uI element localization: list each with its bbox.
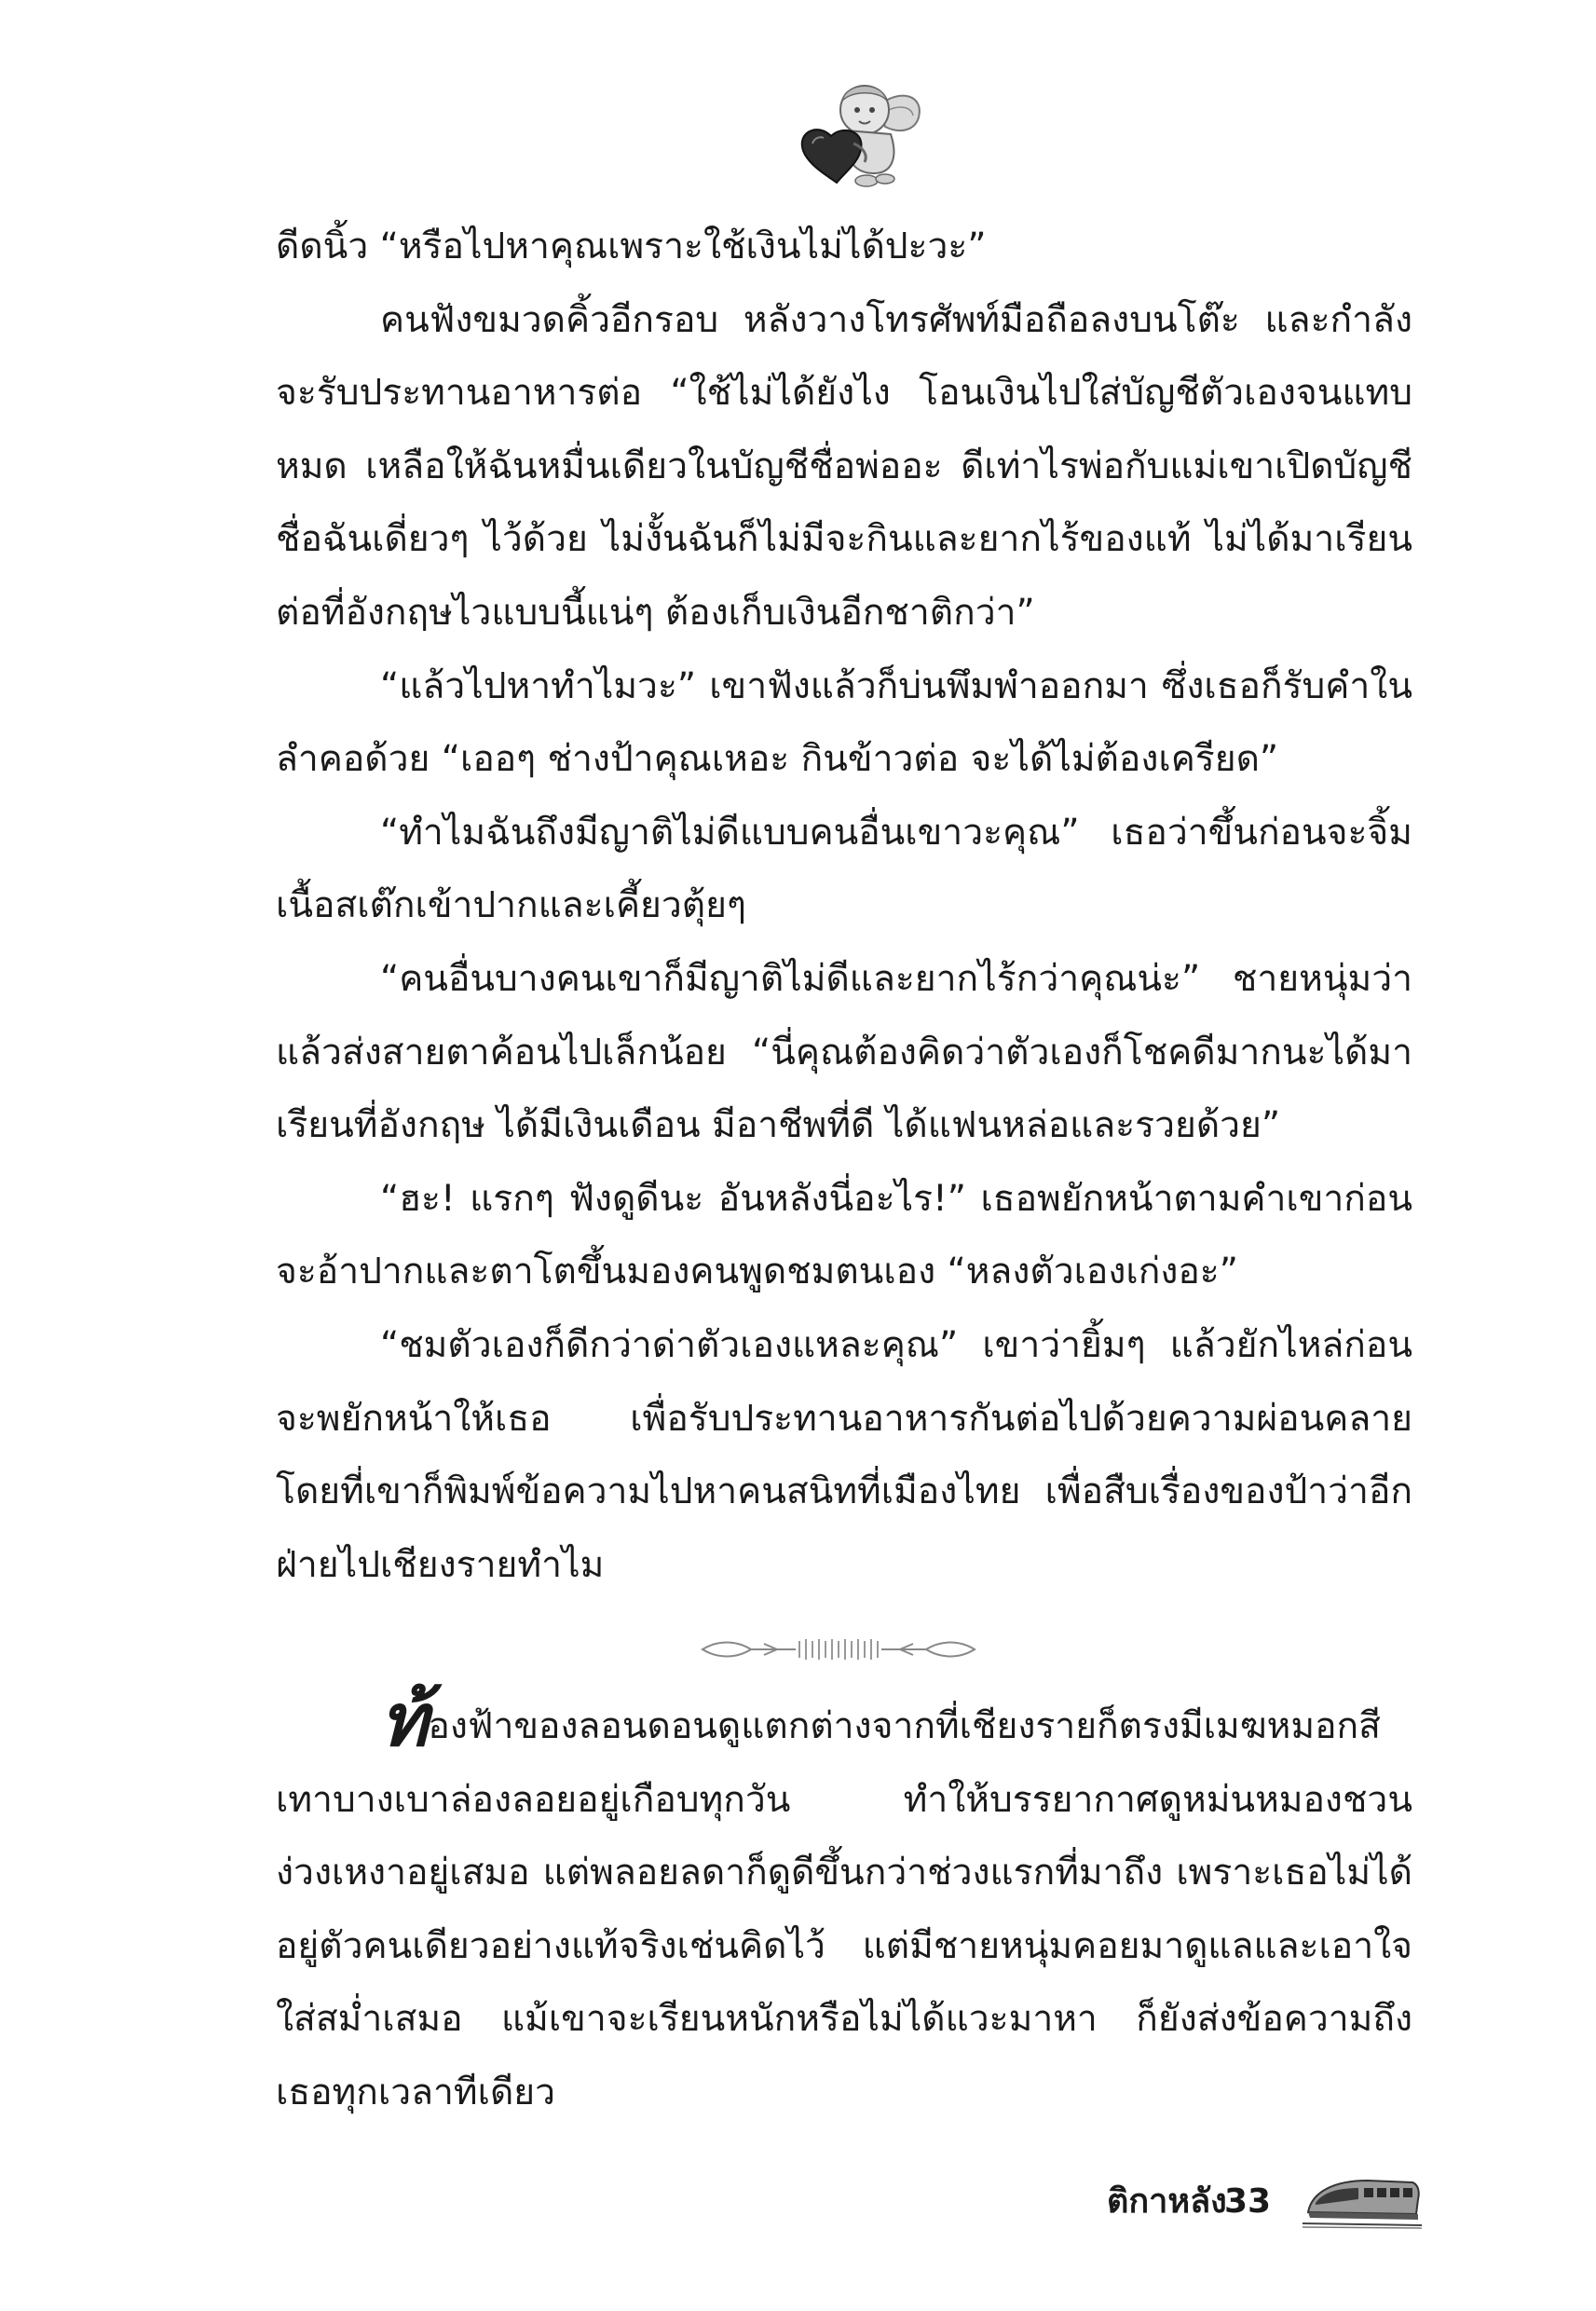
drop-cap: ท้ — [380, 1678, 429, 1763]
section-text-block — [276, 1678, 1412, 2130]
paragraph: “คนอื่นบางคนเขาก็มีญาติไม่ดีและยากไร้กว่าคุณน่ะ” ชายหนุ่มว่าแล้วส่งสายตาค้อนไปเล็กน้อย “นี่คุณต้องคิดว่าตัวเองก็โชคดีมากนะได้มาเรียนที่อังกฤษ ได้มีเงินเดือน มีอาชีพที่ดี ได้แฟนหล่อและรวยด้วย” — [276, 957, 1412, 1147]
scroll-divider-icon — [699, 1633, 978, 1666]
paragraph: ดีดนิ้ว “หรือไปหาคุณเพราะใช้เงินไม่ได้ปะวะ” — [276, 226, 987, 267]
running-footer-title: ติกาหลัง — [1107, 2182, 1227, 2221]
paragraph: “ทำไมฉันถึงมีญาติไม่ดีแบบคนอื่นเขาวะคุณ” เธอว่าขึ้นก่อนจะจิ้มเนื้อสเต๊กเข้าปากและเคี้ยวตุ้ยๆ — [276, 811, 1412, 927]
main-text-block — [276, 211, 1412, 1602]
train-icon — [1303, 2171, 1422, 2229]
paragraph: “ฮะ! แรกๆ ฟังดูดีนะ อันหลังนี่อะไร!” เธอพยักหน้าตามคำเขาก่อนจะอ้าปากและตาโตขึ้นมองคนพูดชมตนเอง “หลงตัวเองเก่งอะ” — [276, 1177, 1412, 1293]
paragraph: “ชมตัวเองก็ดีกว่าด่าตัวเองแหละคุณ” เขาว่ายิ้มๆ แล้วยักไหล่ก่อนจะพยักหน้าให้เธอ เพื่อรับประทานอาหารกันต่อไปด้วยความผ่อนคลาย โดยที่เขาก็พิมพ์ข้อความไปหาคนสนิทที่เมืองไทย เพื่อสืบเรื่องของป้าว่าอีกฝ่ายไปเชียงรายทำไม — [276, 1323, 1412, 1586]
section-paragraph — [276, 1678, 1412, 2130]
cherub-heart-icon — [788, 69, 928, 190]
section-paragraph-text: องฟ้าของลอนดอนดูแตกต่างจากที่เชียงรายก็ตรงมีเมฆหมอกสีเทาบางเบาล่องลอยอยู่เกือบทุกวัน ทำให้บรรยากาศดูหม่นหมองชวนง่วงเหงาอยู่เสมอ แต่พลอยลดาก็ดูดีขึ้นกว่าช่วงแรกที่มาถึง เพราะเธอไม่ได้อยู่ตัวคนเดียวอย่างแท้จริงเช่นคิดไว้ แต่มีชายหนุ่มคอยมาดูแลและเอาใจใส่สม่ำเสมอ แม้เขาจะเรียนหนักหรือไม่ได้แวะมาหา ก็ยังส่งข้อความถึงเธอทุกเวลาทีเดียว — [276, 1705, 1412, 2113]
paragraph: “แล้วไปหาทำไมวะ” เขาฟังแล้วก็บ่นพึมพำออกมา ซึ่งเธอก็รับคำในลำคอด้วย “เออๆ ช่างป้าคุณเหอะ กินข้าวต่อ จะได้ไม่ต้องเครียด” — [276, 664, 1412, 781]
page-number: 33 — [1224, 2182, 1272, 2221]
paragraph: คนฟังขมวดคิ้วอีกรอบ หลังวางโทรศัพท์มือถือลงบนโต๊ะ และกำลังจะรับประทานอาหารต่อ “ใช้ไม่ได้ยังไง โอนเงินไปใส่บัญชีตัวเองจนแทบหมด เหลือให้ฉันหมื่นเดียวในบัญชีชื่อพ่ออะ ดีเท่าไรพ่อกับแม่เขาเปิดบัญชีชื่อฉันเดี่ยวๆ ไว้ด้วย ไม่งั้นฉันก็ไม่มีจะกินและยากไร้ของแท้ ไม่ได้มาเรียนต่อที่อังกฤษไวแบบนี้แน่ๆ ต้องเก็บเงินอีกชาติกว่า” — [276, 298, 1412, 634]
